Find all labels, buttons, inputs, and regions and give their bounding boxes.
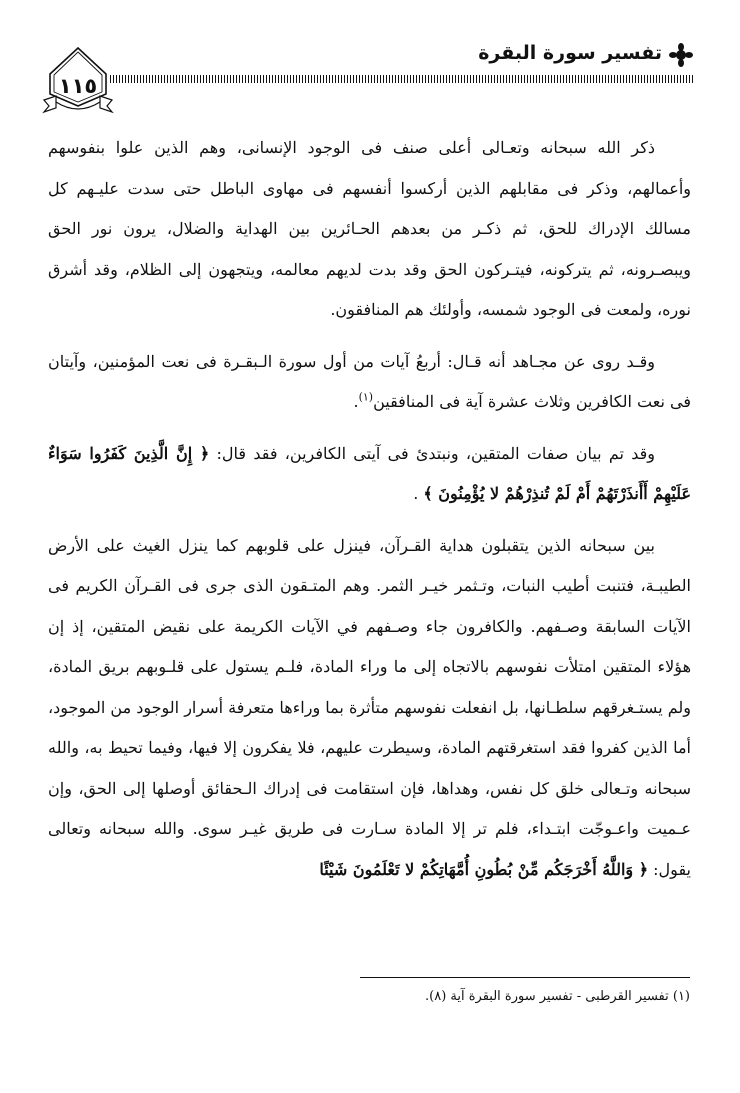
flower-ornament-icon: [668, 42, 694, 68]
running-title: تفسير سورة البقرة: [478, 42, 662, 64]
paragraph-end: .: [413, 484, 424, 503]
footnote: (١) تفسير القرطبى - تفسير سورة البقرة آية (٨).: [424, 989, 690, 1004]
quran-verse: ﴿ إِنَّ الَّذِينَ كَفَرُوا سَوَاءٌ عَلَيْهِمْ أَأَنذَرْتَهُمْ أَمْ لَمْ تُنذِرْهُمْ لا يُؤْمِنُونَ ﴾: [48, 443, 691, 503]
quran-verse: ﴿ وَاللَّهُ أَخْرَجَكُم مِّنْ بُطُونِ أُمَّهَاتِكُمْ لا تَعْلَمُونَ شَيْئًا: [319, 859, 649, 879]
paragraph: [48, 434, 691, 515]
paragraph: [48, 526, 691, 891]
footnote-rule: [360, 977, 690, 978]
paragraph-text: وقد تم بيان صفات المتقين، ونبتدئ فى آيتى الكافرين، فقد قال:: [209, 443, 655, 463]
paragraph-text: وقـد روى عن مجـاهد أنه قـال: أربعُ آيات من أول سورة الـبقـرة فى نعت المؤمنين، وآيتان فى نعت الكافرين وثلاث عشرة آية فى المنافقين: [48, 351, 691, 411]
paragraph-end: .: [353, 392, 359, 411]
page-number: ١١٥: [58, 74, 98, 98]
paragraph-text: ذكر الله سبحانه وتعـالى أعلى صنف فى الوجود الإنسانى، وهم الذين علوا بنفوسهم وأعمالهم، وذكر فى مقابلهم الذين أركسوا أنفسهم فى مهاوى الباطل حتى سدت عليـهم كل مسالك الإدراك للحق، ثم ذكـر من بعدهم الحـائرين بين الهداية والضلال، يرون نور الحق ويبصـرونه، ثم يتركونه، فيتـركون الحق وقد بدت لديهم معالمه، ويتجهون إلى الظلام، وقد أشرق نوره، ولمعت فى الوجود شمسه، وأولئك هم المنافقون.: [48, 138, 692, 319]
running-header: [22, 28, 702, 108]
footnote-ref[interactable]: (١): [358, 390, 374, 404]
paragraph-text: بين سبحانه الذين يتقبلون هداية القـرآن، فينزل على قلوبهم كما ينزل الغيث على الأرض الطيبـة، فتنبت أطيب النبات، وتـثمر خيـر الثمر. وهم المتـقون الذى جرى فى القـرآن الكريم فى الآيات السابقة وصـفهم. والكافرون جاء وصـفهم في الآيات الكريمة على نقيض المتقين، إذ إن هؤلاء المتقين امتلأت نفوسهم بالاتجاه إلى ما وراء المادة، فلـم يستول على قلـوبهم بريق المادة، ولم يستـغرقهم سلطـانها، بل انفعلت نفوسهم متأثرة بما وراءها متعرفة أسرار الوجود من الموجود، أما الذين كفروا فقد استغرقتهم المادة، وسيطرت عليهم، فلا يفكرون إلا فيها، وفيما تحيط به، والله سبحانه وتـعالى خلق كل نفس، وهداها، فإن استقامت فى إدراك الـحقائق أوصلها إلى الحق، وإن عـميت واعـوجّت ابتـداء، فلم تر إلا المادة سـارت فى طريق غيـر سوى. والله سبحانه وتعالى يقول:: [48, 535, 691, 879]
header-rule: [110, 75, 694, 83]
paragraph: [48, 342, 691, 423]
body-text: [48, 128, 691, 890]
paragraph: [48, 128, 691, 331]
